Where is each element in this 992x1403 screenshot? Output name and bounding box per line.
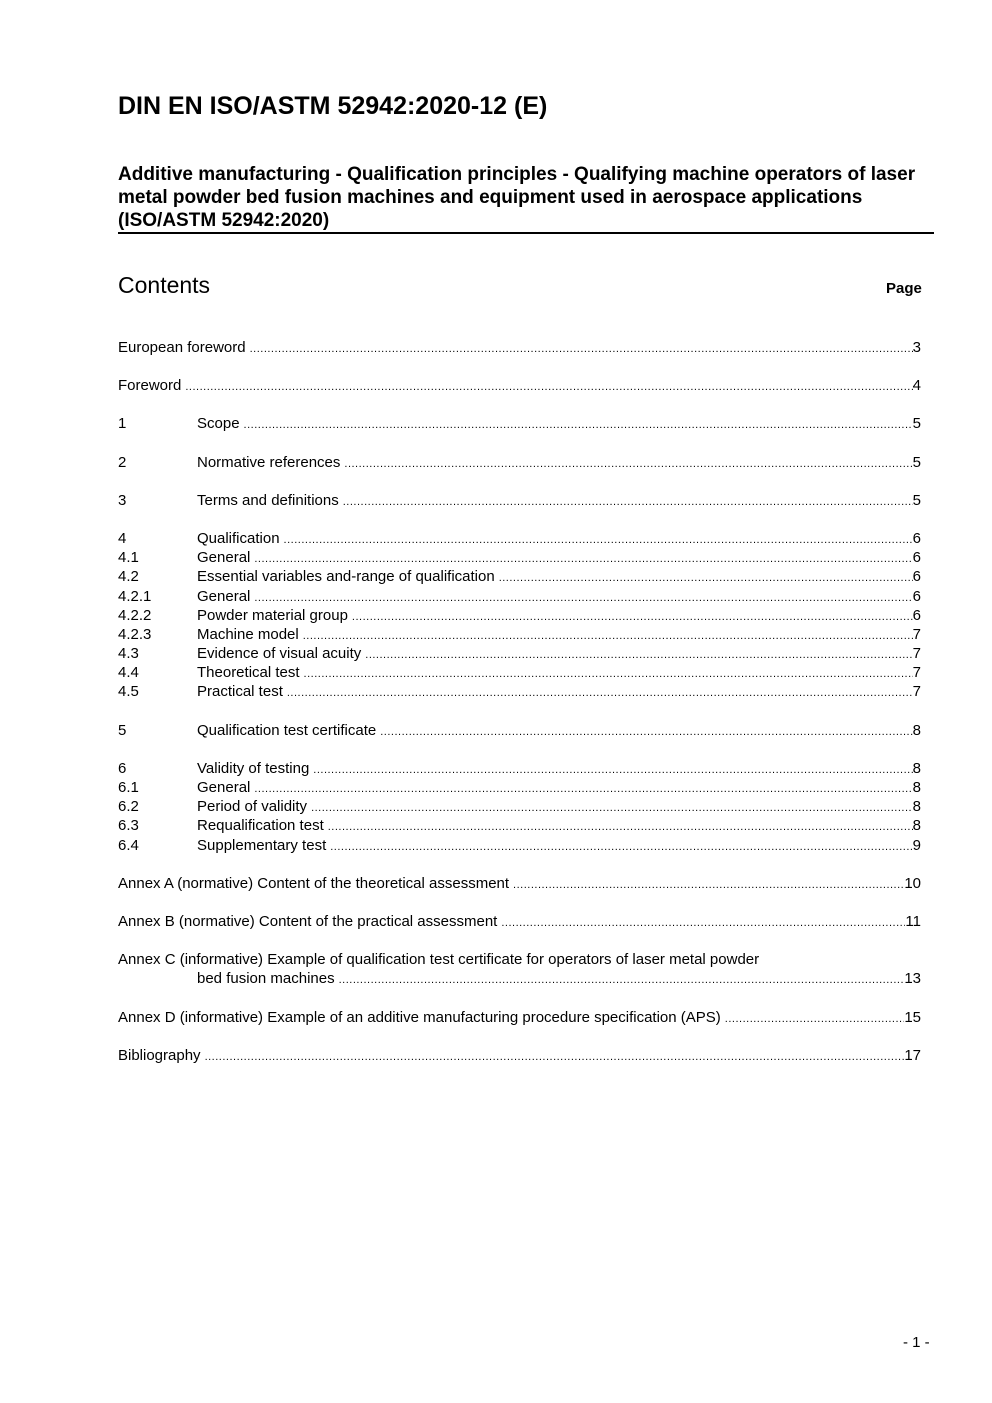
toc-page: 10 <box>904 874 921 892</box>
toc-title: Requalification test <box>197 817 324 835</box>
toc-entry-6-4[interactable] <box>118 836 921 855</box>
leader-dots <box>284 531 913 550</box>
toc-title: Qualification test certificate <box>197 721 377 739</box>
toc-page: 8 <box>912 817 921 835</box>
toc-entry-european-foreword[interactable] <box>118 338 921 357</box>
toc-entry-6-3[interactable] <box>118 816 921 835</box>
toc-title: Supplementary test <box>197 836 327 854</box>
contents-heading: Contents <box>118 272 211 298</box>
toc-entry-4-1[interactable] <box>118 548 921 567</box>
leader-dots <box>254 780 912 799</box>
toc-number: 5 <box>118 721 127 739</box>
leader-dots <box>250 340 913 359</box>
toc-title: Theoretical test <box>197 664 300 682</box>
leader-dots <box>501 914 905 933</box>
toc-page: 5 <box>912 415 921 433</box>
toc-entry-4-4[interactable] <box>118 663 921 682</box>
toc-title: General <box>197 779 251 796</box>
toc-title: Scope <box>197 415 240 433</box>
toc-title: Evidence of visual acuity <box>197 645 362 663</box>
leader-dots <box>513 876 904 895</box>
toc-number: 6.4 <box>118 836 139 854</box>
leader-dots <box>185 378 912 397</box>
toc-title: Period of validity <box>197 798 308 816</box>
leader-dots <box>311 799 913 818</box>
toc-entry-5[interactable] <box>118 721 921 740</box>
leader-dots <box>380 723 912 742</box>
toc-entry-annex-b[interactable] <box>118 912 921 931</box>
toc-page: 6 <box>912 529 921 547</box>
toc-number: 4 <box>118 529 127 547</box>
toc-title: Qualification <box>197 529 280 547</box>
toc-title: Powder material group <box>197 606 348 624</box>
toc-entry-3[interactable] <box>118 491 921 510</box>
toc-page: 6 <box>912 568 921 586</box>
leader-dots <box>330 838 912 857</box>
toc-title: Annex C (informative) Example of qualification test certificate for operators of laser metal powder <box>118 951 760 969</box>
toc-page: 4 <box>912 377 921 395</box>
leader-dots <box>205 1048 905 1067</box>
toc-entry-annex-c-line2[interactable] <box>118 969 921 988</box>
toc-number: 4.2.3 <box>118 625 152 643</box>
toc-number: 4.2.2 <box>118 606 152 624</box>
toc-title: Normative references <box>197 453 341 471</box>
toc-entry-annex-a[interactable] <box>118 874 921 893</box>
toc-number: 4.4 <box>118 664 139 682</box>
toc-number: 4.5 <box>118 683 139 701</box>
toc-number: 4.1 <box>118 549 139 567</box>
toc-number: 4.3 <box>118 645 139 663</box>
toc-entry-6[interactable] <box>118 759 921 778</box>
leader-dots <box>313 761 912 780</box>
leader-dots <box>254 589 912 608</box>
toc-title: Annex A (normative) Content of the theoretical assessment <box>118 874 510 892</box>
toc-page: 6 <box>912 587 921 605</box>
leader-dots <box>244 416 913 435</box>
toc-page: 5 <box>912 491 921 509</box>
title-divider <box>118 232 934 234</box>
toc-page: 11 <box>905 912 921 930</box>
toc-title: Foreword <box>118 377 182 395</box>
toc-page: 7 <box>912 664 921 682</box>
toc-page: 6 <box>912 549 921 567</box>
toc-title: Terms and definitions <box>197 491 339 509</box>
toc-title: Essential variables and-range of qualification <box>197 568 495 586</box>
toc-title: Annex D (informative) Example of an additive manufacturing procedure specification (APS) <box>118 1008 721 1026</box>
toc-number: 1 <box>118 415 127 433</box>
toc-page: 17 <box>904 1046 921 1064</box>
toc-number: 4.2.1 <box>118 587 152 605</box>
toc-page: 8 <box>912 798 921 816</box>
toc-title: Annex B (normative) Content of the practical assessment <box>118 912 498 930</box>
toc-entry-4-2[interactable] <box>118 567 921 586</box>
toc-entry-bibliography[interactable] <box>118 1046 921 1065</box>
toc-page: 3 <box>912 339 921 356</box>
leader-dots <box>304 665 913 684</box>
leader-dots <box>365 646 912 665</box>
document-subtitle: Additive manufacturing - Qualification principles - Qualifying machine operators of laser metal powder bed fusion machines and equipment used in aerospace applications (ISO/ASTM 52942:2020) <box>118 164 916 231</box>
toc-entry-6-1[interactable] <box>118 778 921 797</box>
toc-entry-1[interactable] <box>118 414 921 433</box>
toc-entry-4-2-1[interactable] <box>118 587 921 606</box>
toc-page: 6 <box>912 606 921 624</box>
toc-page: 7 <box>912 625 921 643</box>
toc-title: European foreword <box>118 339 246 356</box>
toc-page: 13 <box>904 970 921 988</box>
leader-dots <box>343 493 913 512</box>
leader-dots <box>344 455 912 474</box>
toc-entry-4-5[interactable] <box>118 682 921 701</box>
toc-title: Machine model <box>197 625 299 643</box>
toc-number: 4.2 <box>118 568 139 586</box>
toc-entry-foreword[interactable] <box>118 376 921 395</box>
toc-page: 7 <box>912 645 921 663</box>
toc-title: Bibliography <box>118 1046 201 1064</box>
toc-number: 3 <box>118 491 127 509</box>
toc-title: General <box>197 587 251 605</box>
toc-title-continuation: bed fusion machines <box>197 970 335 988</box>
leader-dots <box>499 569 913 588</box>
toc-entry-4-2-3[interactable] <box>118 625 921 644</box>
toc-number: 6.1 <box>118 779 139 796</box>
table-of-contents <box>118 338 921 1065</box>
page-number: - 1 - <box>903 1334 930 1351</box>
page-column-label: Page <box>886 280 922 297</box>
toc-page: 15 <box>904 1008 921 1026</box>
document-title: DIN EN ISO/ASTM 52942:2020-12 (E) <box>118 92 548 120</box>
toc-page: 9 <box>912 836 921 854</box>
toc-page: 8 <box>912 721 921 739</box>
toc-number: 2 <box>118 453 127 471</box>
toc-title: General <box>197 549 251 567</box>
toc-number: 6.3 <box>118 817 139 835</box>
toc-entry-6-2[interactable] <box>118 797 921 816</box>
toc-page: 8 <box>912 759 921 777</box>
toc-entry-2[interactable] <box>118 453 921 472</box>
leader-dots <box>303 627 913 646</box>
toc-page: 5 <box>912 453 921 471</box>
leader-dots <box>352 608 913 627</box>
toc-title: Validity of testing <box>197 759 310 777</box>
leader-dots <box>725 1010 905 1029</box>
leader-dots <box>328 818 913 837</box>
leader-dots <box>339 971 905 990</box>
toc-entry-annex-d[interactable] <box>118 1008 921 1027</box>
toc-entry-4[interactable] <box>118 529 921 548</box>
toc-page: 8 <box>912 779 921 796</box>
toc-entry-annex-c-line1[interactable] <box>118 950 921 969</box>
leader-dots <box>287 684 913 703</box>
toc-entry-4-3[interactable] <box>118 644 921 663</box>
toc-page: 7 <box>912 683 921 701</box>
toc-number: 6.2 <box>118 798 139 816</box>
toc-entry-4-2-2[interactable] <box>118 606 921 625</box>
toc-title: Practical test <box>197 683 283 701</box>
toc-number: 6 <box>118 759 127 777</box>
